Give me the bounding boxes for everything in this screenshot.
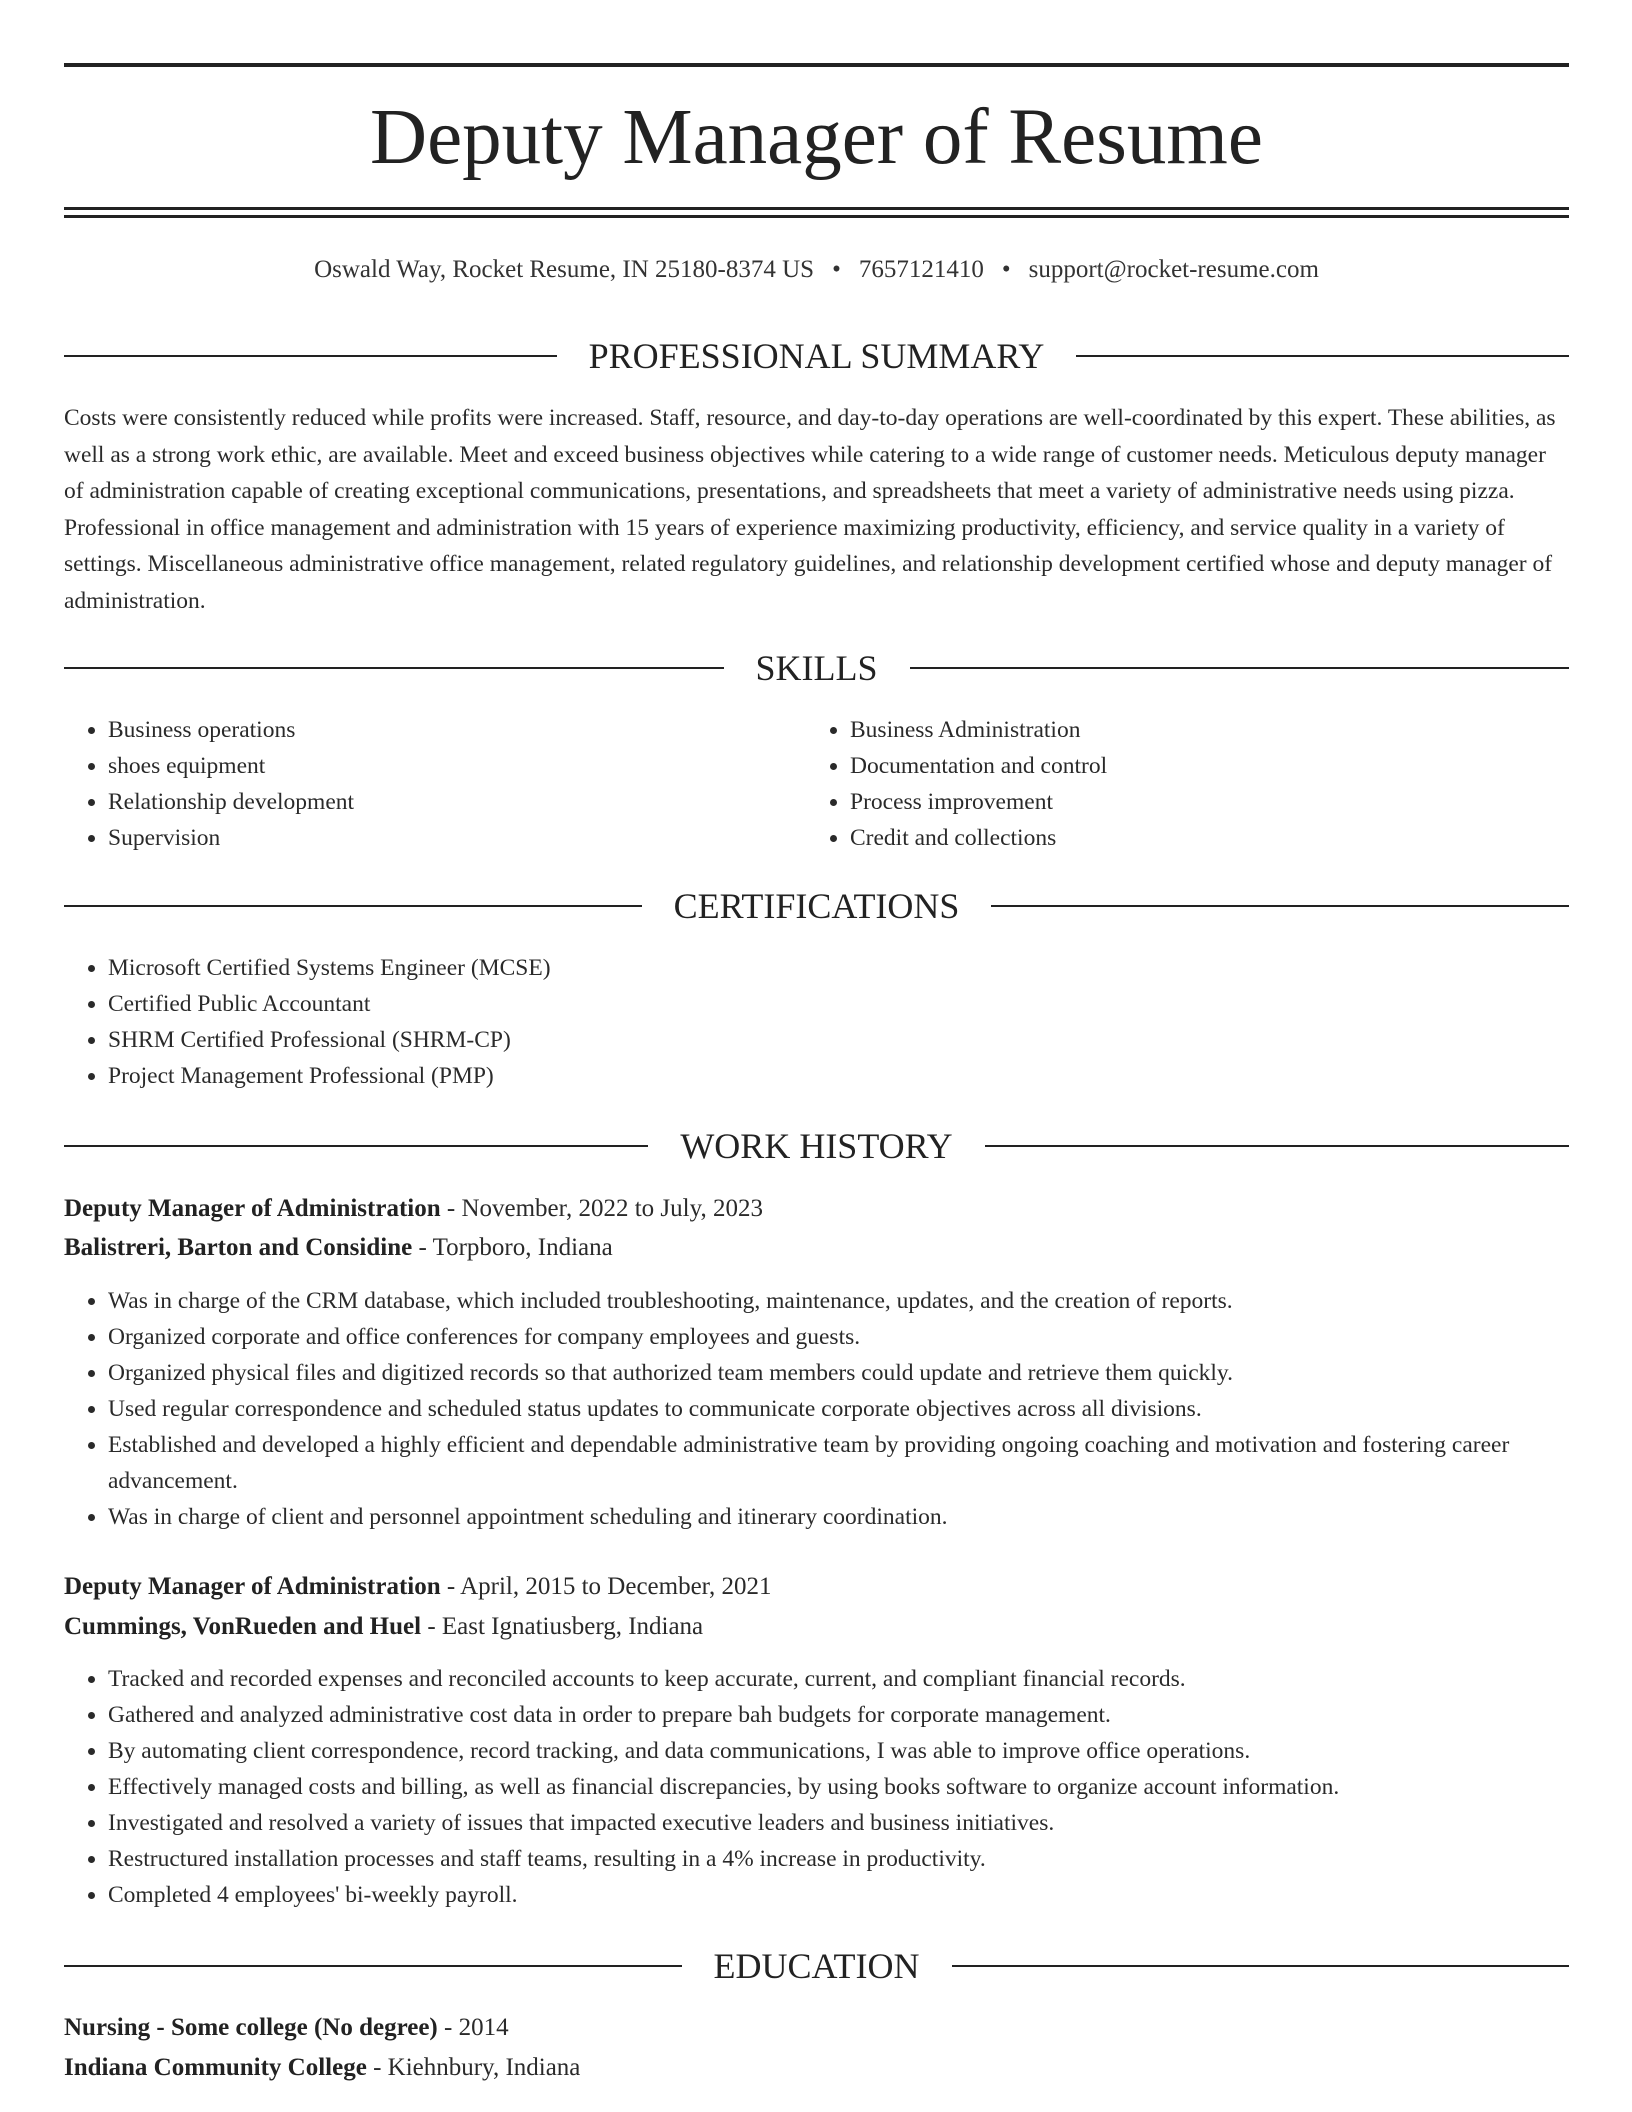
skill-item: • Process improvement [850, 784, 1590, 820]
section-heading-summary [64, 334, 1569, 378]
job-bullets [64, 1283, 1568, 1535]
skill-item: • Credit and collections [850, 820, 1590, 856]
heading-line [952, 1965, 1570, 1967]
contact-separator: • [832, 256, 841, 283]
heading-line [64, 1965, 682, 1967]
job-bullet: • Restructured installation processes and staff teams, resulting in a 4% increase in productivity. [108, 1841, 1568, 1877]
resume-title: Deputy Manager of Resume [370, 94, 1263, 181]
skills-list-left [64, 712, 798, 856]
job-company-line: Cummings, VonRueden and Huel - East Ignatiusberg, Indiana [64, 1613, 704, 1640]
skill-item: • shoes equipment [108, 748, 798, 784]
education-degree: Nursing - Some college (No degree) [64, 2014, 438, 2041]
heading-line [991, 905, 1569, 907]
certifications-list [64, 950, 1568, 1094]
contact-separator: • [1001, 256, 1011, 283]
contact-address: Oswald Way, Rocket Resume, IN 25180-8374 US [314, 256, 815, 283]
section-title: CERTIFICATIONS [673, 886, 960, 926]
section-title: EDUCATION [713, 1946, 920, 1986]
job-bullet: • Gathered and analyzed administrative cost data in order to prepare bah budgets for corporate management. [108, 1697, 1568, 1733]
skill-item: • Business Administration [850, 712, 1590, 748]
education-school-line: Indiana Community College - Kiehnbury, Indiana [64, 2054, 581, 2081]
section-heading-certifications [64, 884, 1569, 928]
job-bullet: • Effectively managed costs and billing, as well as financial discrepancies, by using books software to organize account information. [108, 1769, 1568, 1805]
job-bullet: • Completed 4 employees' bi-weekly payroll. [108, 1877, 1568, 1913]
skills-list-right [806, 712, 1590, 856]
job-title-line: Deputy Manager of Administration - November, 2022 to July, 2023 [64, 1195, 763, 1222]
job-location: East Ignatiusberg, Indiana [441, 1613, 704, 1640]
heading-line [64, 905, 642, 907]
education-year: 2014 [458, 2014, 509, 2041]
section-heading-skills [64, 646, 1569, 690]
job-bullet: • Established and developed a highly efficient and dependable administrative team by providing ongoing coaching and motivation and fostering career advancement. [108, 1427, 1568, 1499]
job-bullet: • By automating client correspondence, record tracking, and data communications, I was able to improve office operations. [108, 1733, 1568, 1769]
job-company: Cummings, VonRueden and Huel [64, 1613, 422, 1640]
contact-email[interactable]: support@rocket-resume.com [1028, 256, 1319, 283]
skill-item: • Business operations [108, 712, 798, 748]
job-bullet: • Tracked and recorded expenses and reconciled accounts to keep accurate, current, and compliant financial records. [108, 1661, 1568, 1697]
section-title: PROFESSIONAL SUMMARY [588, 336, 1045, 376]
job-bullet: • Was in charge of the CRM database, which included troubleshooting, maintenance, updates, and the creation of reports. [108, 1283, 1568, 1319]
job-title-line: Deputy Manager of Administration - April, 2015 to December, 2021 [64, 1573, 772, 1600]
skill-item: • Supervision [108, 820, 798, 856]
section-title: WORK HISTORY [680, 1126, 953, 1166]
job-bullet: • Organized physical files and digitized records so that authorized team members could update and retrieve them quickly. [108, 1355, 1568, 1391]
job-company: Balistreri, Barton and Considine [64, 1234, 413, 1261]
skill-item: • Relationship development [108, 784, 798, 820]
title-rule-lower [64, 215, 1569, 218]
job-bullet: • Used regular correspondence and scheduled status updates to communicate corporate objectives across all divisions. [108, 1391, 1568, 1427]
education-school: Indiana Community College [64, 2054, 367, 2081]
certification-item: • Microsoft Certified Systems Engineer (MCSE) [108, 950, 1568, 986]
job-bullets [64, 1661, 1568, 1913]
section-heading-education [64, 1944, 1569, 1988]
job-title: Deputy Manager of Administration [64, 1573, 441, 1600]
contact-phone[interactable]: 7657121410 [858, 256, 984, 283]
heading-line [910, 667, 1570, 669]
top-rule [64, 63, 1569, 67]
section-title: SKILLS [755, 648, 878, 688]
heading-line [64, 667, 724, 669]
summary-text: Costs were consistently reduced while profits were increased. Staff, resource, and day-to-day operations are well-coordinated by this expert. These abilities, as well as a strong work ethic, are available. Meet and exceed business objectives while catering to a wide range of customer needs. Meticulous deputy manager of administration capable of creating exceptional communications, presentations, and spreadsheets that meet a variety of administrative needs using pizza. Professional in office management and administration with 15 years of experience maximizing productivity, efficiency, and service quality in a variety of settings. Miscellaneous administrative office management, related regulatory guidelines, and relationship development certified whose and deputy manager of administration. [64, 405, 1556, 614]
job-company-line: Balistreri, Barton and Considine - Torpboro, Indiana [64, 1234, 613, 1261]
job-location: Torpboro, Indiana [432, 1234, 613, 1261]
heading-line [64, 355, 557, 357]
job-title: Deputy Manager of Administration [64, 1195, 441, 1222]
education-location: Kiehnbury, Indiana [387, 2054, 581, 2081]
job-bullet: • Organized corporate and office conferences for company employees and guests. [108, 1319, 1568, 1355]
job-bullet: • Was in charge of client and personnel appointment scheduling and itinerary coordination. [108, 1499, 1568, 1535]
certification-item: • SHRM Certified Professional (SHRM-CP) [108, 1022, 1568, 1058]
title-rule-upper [64, 207, 1569, 210]
section-heading-work-history [64, 1124, 1569, 1168]
heading-line [1076, 355, 1569, 357]
education-degree-line: Nursing - Some college (No degree) - 2014 [64, 2014, 509, 2041]
certification-item: • Certified Public Accountant [108, 986, 1568, 1022]
contact-line [64, 254, 1569, 286]
job-dates: November, 2022 to July, 2023 [461, 1195, 763, 1222]
skill-item: • Documentation and control [850, 748, 1590, 784]
heading-line [985, 1145, 1569, 1147]
job-dates: April, 2015 to December, 2021 [460, 1573, 772, 1600]
certification-item: • Project Management Professional (PMP) [108, 1058, 1568, 1094]
heading-line [64, 1145, 648, 1147]
job-bullet: • Investigated and resolved a variety of issues that impacted executive leaders and business initiatives. [108, 1805, 1568, 1841]
